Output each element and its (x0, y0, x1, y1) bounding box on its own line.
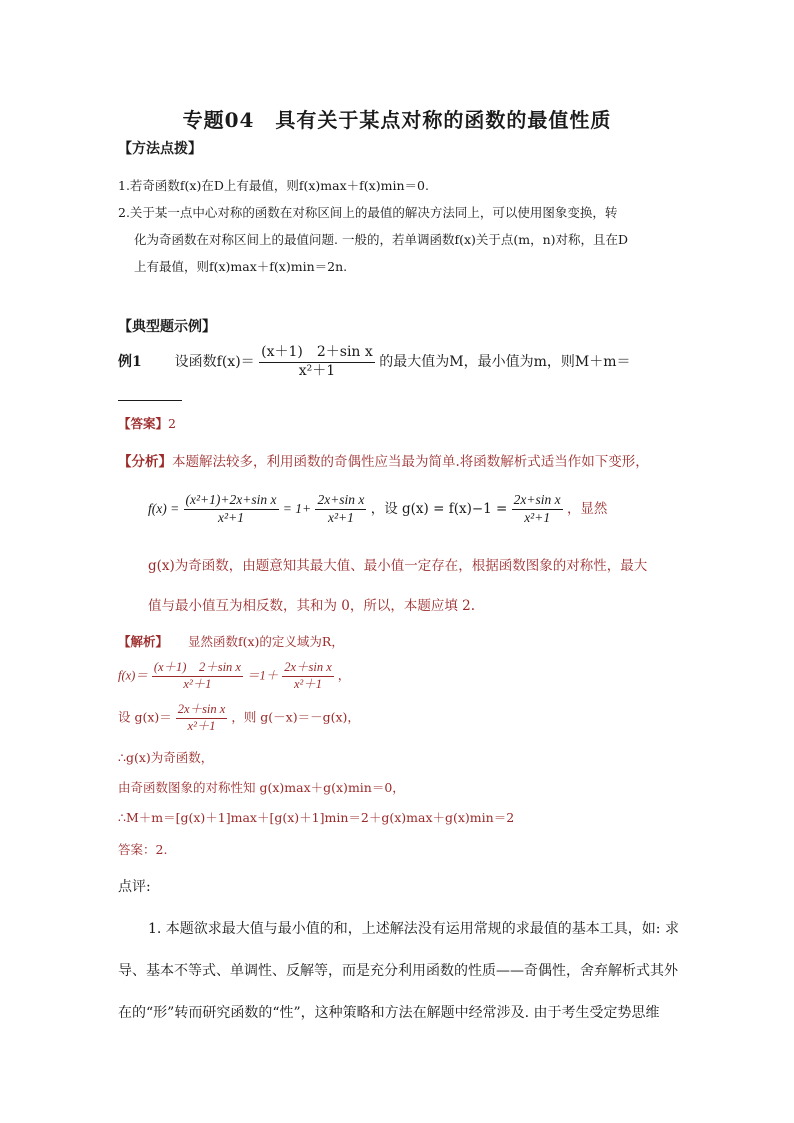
analysis-formula: f(x) = $\frac{\text{(x²+1)+2x+sin x}}{\text{x²+1}}$ = 1+ $\frac{\text{2x+sin x}}{\text{x²+1}}$ ，设 g(x) = f(x)−1 = $\frac{\text{2x+sin x}}{\text{x²+1}}$ ，显然 (148, 492, 608, 525)
answer-blank (118, 386, 182, 405)
example-suffix: 的最大值为M，最小值为m，则M＋m＝ (379, 354, 631, 370)
solution-f-line: f(x)＝ $\frac{\text{(x＋1) 2＋sin x}}{\text{x²＋1}}$ ＝1＋ $\frac{\text{2x＋sin x}}{\text{x²＋1}}$ ， (118, 660, 351, 691)
example-prefix: 设函数f(x)＝ (174, 354, 255, 370)
solution-label-line (118, 632, 344, 650)
solution-domain: 显然函数f(x)的定义域为R， (187, 634, 344, 649)
comment-line-3: 在的“形”转而研究函数的“性”，这种策略和方法在解题中经常涉及. 由于考生受定势思维 (118, 1005, 660, 1021)
page-title: 专题04 具有关于某点对称的函数的最值性质 (182, 108, 612, 132)
analysis-line-3: 值与最小值互为相反数，其和为 0，所以，本题应填 2. (148, 598, 476, 614)
answer-line (118, 414, 176, 432)
example-problem (118, 344, 630, 380)
solution-answer: 答案：2. (118, 842, 168, 857)
method-point-2-end: 上有最值，则f(x)max＋f(x)min＝2n. (134, 259, 348, 274)
method-point-2-cont: 化为奇函数在对称区间上的最值问题. 一般的，若单调函数f(x)关于点(m，n)对称，且在D (134, 232, 629, 247)
comment-label: 点评: (118, 879, 151, 895)
answer-value: 2 (168, 416, 176, 431)
example-fraction (259, 344, 375, 380)
method-point-2: 2.关于某一点中心对称的函数在对称区间上的最值的解决方法同上，可以使用图象变换，转 (118, 205, 618, 220)
example-numerator: (x＋1) 2＋sin x (259, 344, 375, 363)
solution-label: 【解析】 (118, 634, 169, 649)
example-heading: 【典型题示例】 (118, 319, 216, 335)
example-label: 例1 (118, 354, 142, 370)
method-point-1: 1.若奇函数f(x)在D上有最值，则f(x)max＋f(x)min＝0. (118, 178, 429, 193)
solution-g-line: 设 g(x)＝ $\frac{\text{2x＋sin x}}{\text{x²＋1}}$ ，则 g(－x)＝－g(x)， (118, 702, 360, 733)
analysis-line-2: g(x)为奇函数，由题意知其最大值、最小值一定存在，根据函数图象的对称性，最大 (148, 558, 648, 574)
analysis-intro: 本题解法较多，利用函数的奇偶性应当最为简单.将函数解析式适当作如下变形， (172, 454, 649, 470)
comment-line-2: 导、基本不等式、单调性、反解等，而是充分利用函数的性质——奇偶性，舍弃解析式其外 (118, 963, 678, 979)
method-heading: 【方法点拨】 (118, 141, 202, 157)
comment-line-1: 1. 本题欲求最大值与最小值的和，上述解法没有运用常规的求最值的基本工具，如: 求 (148, 921, 679, 937)
answer-label: 【答案】 (118, 416, 169, 431)
analysis-intro-line (118, 450, 649, 470)
solution-sum: ∴M＋m＝[g(x)＋1]max＋[g(x)＋1]min＝2＋g(x)max＋g(x)min＝2 (118, 810, 515, 825)
solution-odd: ∴g(x)为奇函数， (118, 750, 214, 765)
example-denominator: x²＋1 (298, 362, 336, 379)
solution-symmetry: 由奇函数图象的对称性知 g(x)max＋g(x)min＝0， (118, 780, 405, 795)
analysis-label: 【分析】 (118, 454, 172, 470)
